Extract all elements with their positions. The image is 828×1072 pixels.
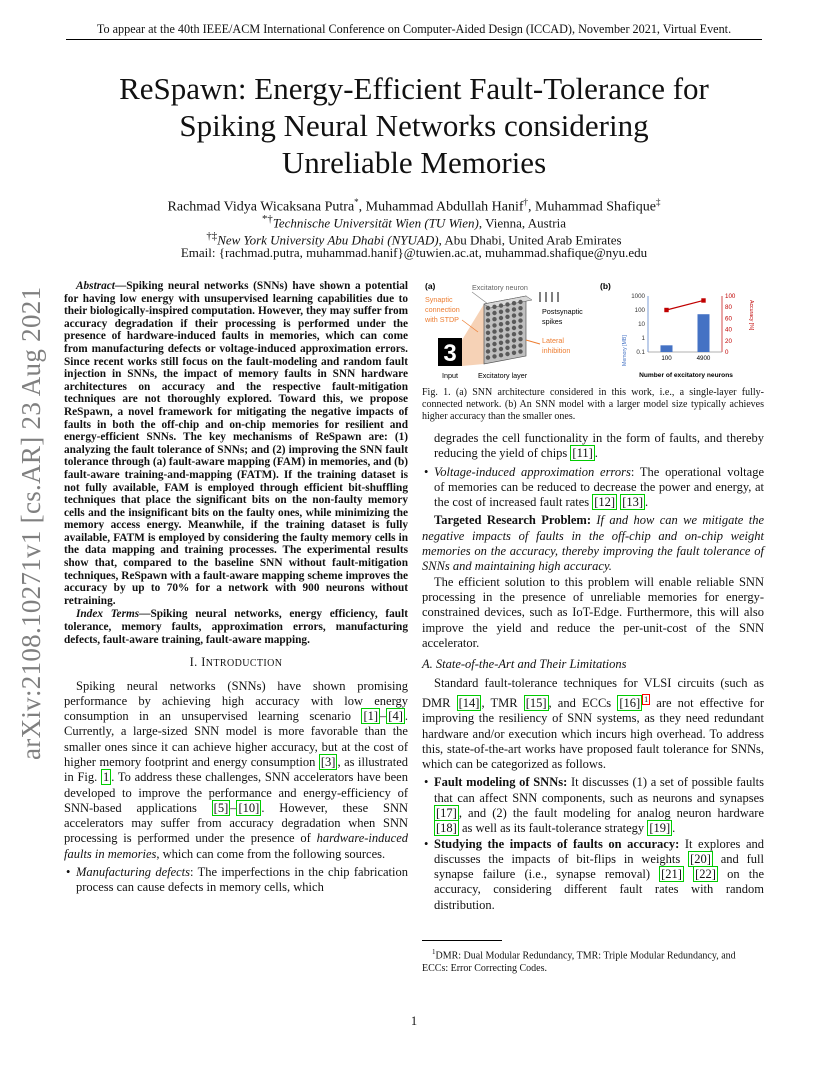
- neuron-dot: [512, 320, 516, 324]
- neuron-dot: [518, 306, 522, 310]
- text-run: Spiking neural networks (SNNs) have shown promising performance by achieving high accuracy with low energy consumption in an unsupervised learning scenario: [64, 678, 408, 724]
- right-column: [422, 431, 764, 913]
- section-rest: NTRODUCTION: [205, 658, 283, 670]
- chart-y-tick-label: 100: [634, 307, 645, 314]
- label-synaptic: Synaptic: [425, 295, 453, 304]
- neuron-dot: [486, 337, 490, 341]
- chart-y-tick-label: 10: [638, 321, 645, 328]
- figure-label-a: (a): [425, 281, 436, 291]
- text-run: , and ECCs: [548, 695, 618, 710]
- neuron-dot: [518, 331, 522, 335]
- text-run: . To address these challenges, SNN accelerators have been developed to improve the performance and energy-efficiency of SNN-based applications: [64, 770, 408, 815]
- text-run: –: [380, 709, 387, 724]
- neuron-dot: [518, 312, 522, 316]
- neuron-dot: [505, 315, 509, 319]
- neuron-dot: [486, 355, 490, 359]
- neuron-dot: [492, 305, 496, 309]
- neuron-dot: [512, 351, 516, 355]
- label-connection: connection: [425, 305, 460, 314]
- accuracy-point: [664, 308, 668, 312]
- citation-link[interactable]: [10]: [238, 800, 260, 815]
- label-with-stdp: with STDP: [425, 315, 459, 324]
- text-run: Fault modeling of SNNs:: [434, 775, 568, 790]
- index-terms-lead: Index Terms: [76, 608, 140, 621]
- text-run: Studying the impacts of faults on accuracy:: [434, 836, 680, 851]
- neuron-dot: [505, 352, 509, 356]
- footnote-link[interactable]: 1: [644, 694, 649, 704]
- text-run: , which can come from the following sources.: [156, 846, 386, 861]
- citation-link[interactable]: [14]: [458, 695, 480, 710]
- neuron-dot: [486, 324, 490, 328]
- citation-link[interactable]: [18]: [436, 821, 457, 836]
- author-2: Muhammad Abdullah Hanif: [365, 199, 524, 215]
- title-line-1: ReSpawn: Energy-Efficient Fault-Tolerance for: [119, 71, 709, 106]
- chart-y-axis-label: Memory [MB]: [622, 335, 628, 366]
- accuracy-point: [701, 298, 705, 302]
- chart-x-axis-label: Number of excitatory neurons: [639, 372, 733, 379]
- chart-x-tick-label: 100: [661, 355, 672, 362]
- author-3-mark: ‡: [655, 197, 661, 207]
- citation-link[interactable]: [13]: [622, 495, 644, 510]
- abstract-lead: Abstract: [76, 280, 115, 292]
- accuracy-line: [667, 300, 704, 310]
- text-run: : The imperfections in the chip fabrication process can cause defects in memory cells, which: [76, 865, 409, 895]
- chart-y-tick-label: 1000: [631, 293, 645, 300]
- text-run: degrades the cell functionality in the form of faults, and thereby reducing the yield of chips: [434, 431, 764, 461]
- state-of-art-list: [422, 775, 764, 913]
- neuron-dot: [512, 344, 516, 348]
- label-lateral: Lateral: [542, 336, 564, 345]
- neuron-dot: [492, 354, 496, 358]
- arxiv-identifier: arXiv:2108.10271v1 [cs.AR] 23 Aug 2021: [16, 286, 46, 760]
- neuron-dot: [499, 341, 503, 345]
- memory-bar: [661, 345, 673, 352]
- neuron-dot: [512, 332, 516, 336]
- citation-link[interactable]: [11]: [572, 446, 593, 461]
- index-terms: [64, 608, 408, 646]
- banner-rule: [66, 39, 762, 40]
- citation-link[interactable]: [17]: [436, 805, 457, 820]
- citation-link[interactable]: [5]: [213, 800, 229, 815]
- neuron-dot: [518, 300, 522, 304]
- text-run: .: [672, 821, 676, 836]
- memory-bar: [698, 314, 710, 352]
- text-run: . However, these SNN accelerators may suffer from accuracy degradation when SNN processing is performed under the presence of: [64, 800, 408, 846]
- neuron-dot: [499, 303, 503, 307]
- footnote-rule: [422, 940, 502, 941]
- citation-link[interactable]: [22]: [695, 867, 716, 882]
- neuron-dot: [518, 349, 522, 353]
- index-terms-text: —Spiking neural networks, energy efficiency, fault tolerance, memory faults, approximation errors, manufacturing defects, fault-aware training, fault-aware mapping.: [64, 608, 408, 646]
- chart-y2-axis-label: Accuracy [%]: [748, 300, 754, 331]
- chart-b: [622, 293, 754, 379]
- text-run: as well as its fault-tolerance strategy: [458, 821, 648, 836]
- chart-y-tick-label: 0.1: [636, 349, 645, 356]
- text-run: Manufacturing defects: [76, 865, 191, 880]
- neuron-dot: [499, 316, 503, 320]
- citation-link[interactable]: [15]: [525, 695, 547, 710]
- neuron-dot: [486, 343, 490, 347]
- neuron-dot: [486, 306, 490, 310]
- neuron-dot: [499, 322, 503, 326]
- chart-y2-tick-label: 0: [725, 349, 729, 356]
- neuron-dot: [492, 323, 496, 327]
- label-inhibition: inhibition: [542, 346, 571, 355]
- footnote-text: DMR: Dual Modular Redundancy, TMR: Triple Modular Redundancy, and ECCs: Error Correcting Codes.: [422, 950, 736, 974]
- text-run: , and (2) the fault modeling for analog neuron hardware: [458, 805, 764, 820]
- neuron-dot: [486, 331, 490, 335]
- label-input: Input: [442, 371, 458, 380]
- neuron-dot: [492, 317, 496, 321]
- neuron-dot: [512, 301, 516, 305]
- paragraph-solution: The efficient solution to this problem will enable reliable SNN processing in the presence of unreliable memories for energy-constrained devices, such as IoT-Edge. Furthermore, this will also improve the yield and reduce the per-unit-cost of the SNN accelerator.: [422, 574, 764, 650]
- neuron-dot: [512, 313, 516, 317]
- citation-link[interactable]: [20]: [690, 851, 711, 866]
- text-run: If and how can we mitigate the negative impacts of faults in the off-chip and on-chip weight memories on the accuracy, thereby improving the fault tolerance of SNNs and maintaining high accuracy.: [422, 513, 764, 574]
- section-number: I.: [189, 655, 202, 670]
- neuron-dot: [505, 308, 509, 312]
- footnote-mark: 1: [432, 948, 436, 956]
- text-run: on the accuracy, considering different fault rates with random distribution.: [434, 867, 764, 912]
- neuron-dot: [512, 326, 516, 330]
- synapse-fan: [462, 304, 484, 366]
- list-item: [64, 865, 408, 896]
- chart-y2-tick-label: 100: [725, 293, 736, 300]
- text-run: , as illustrated in Fig.: [64, 755, 408, 785]
- neuron-dot: [505, 346, 509, 350]
- neuron-dot: [499, 310, 503, 314]
- figure-label-b: (b): [600, 281, 611, 291]
- conference-banner: To appear at the 40th IEEE/ACM International Conference on Computer-Aided Design (ICCAD), November 2021, Virtual Event.: [96, 22, 732, 36]
- author-2-mark: †: [523, 197, 529, 207]
- inhibition-arrow: [526, 340, 540, 344]
- chart-x-tick-label: 4900: [696, 355, 711, 362]
- affiliation-location: , Abu Dhabi, United Arab Emirates: [438, 232, 622, 248]
- neuron-dot: [492, 342, 496, 346]
- neuron-dot: [505, 327, 509, 331]
- title-line-3: Unreliable Memories: [281, 145, 547, 180]
- author-list: Rachmad Vidya Wicaksana Putra*, Muhammad Abdullah Hanif†, Muhammad Shafique‡: [167, 197, 661, 215]
- text-run: hardware-induced faults in memories: [64, 831, 408, 861]
- neuron-dot: [512, 338, 516, 342]
- neuron-dot: [499, 328, 503, 332]
- left-column: [64, 280, 408, 896]
- text-run: are not effective for improving the resiliency of SNN systems, as they need redundant hardware and/or execution which incurs high overhead. To address this, state-of-the-art works have proposed fault tolerance for SNNs, which can be categorized as follows.: [422, 695, 764, 772]
- list-item: [422, 775, 764, 836]
- chart-y2-tick-label: 80: [725, 304, 732, 312]
- neuron-dot: [505, 339, 509, 343]
- citation-link[interactable]: [1]: [363, 709, 379, 724]
- page-number: 1: [410, 1014, 418, 1028]
- neuron-dot: [518, 325, 522, 329]
- text-run: It explores and discusses the impacts of bit-flips in weights: [434, 836, 764, 866]
- text-run: : The operational voltage of memories can be reduced to decrease the power and energy, at the cost of increased fault rates: [434, 464, 764, 510]
- neuron-dot: [518, 337, 522, 341]
- figure-link[interactable]: 1: [103, 770, 110, 785]
- citation-link[interactable]: [12]: [594, 495, 616, 510]
- neuron-dot: [492, 348, 496, 352]
- chart-y2-tick-label: 60: [725, 315, 732, 323]
- postsynaptic-spikes-icon: [540, 292, 558, 302]
- author-3: Muhammad Shafique: [535, 199, 656, 215]
- intro-paragraph-1: [64, 679, 408, 863]
- text-run: .: [645, 495, 649, 510]
- figure-1: [422, 280, 764, 380]
- list-item: [422, 837, 764, 913]
- text-run: .: [594, 446, 598, 461]
- text-run: –: [230, 800, 237, 815]
- pointer-line: [472, 292, 488, 304]
- text-run: Standard fault-tolerance techniques for VLSI circuits (such as DMR: [422, 676, 764, 710]
- subsection-heading: A. State-of-the-Art and Their Limitations: [422, 657, 627, 672]
- neuron-dot: [518, 343, 522, 347]
- bullet-continuation: [422, 431, 764, 462]
- neuron-dot: [492, 329, 496, 333]
- citation-link[interactable]: [19]: [649, 821, 671, 836]
- text-run: , TMR: [481, 695, 524, 710]
- neuron-dot: [505, 302, 509, 306]
- author-1: Rachmad Vidya Wicaksana Putra: [167, 199, 355, 215]
- affiliation-mark: †‡: [206, 230, 218, 242]
- neuron-dot: [486, 318, 490, 322]
- citation-link[interactable]: [3]: [320, 755, 336, 769]
- neuron-dot: [499, 353, 503, 357]
- chart-y2-tick-label: 20: [725, 337, 732, 345]
- citation-link[interactable]: [16]: [619, 695, 641, 710]
- neuron-dot: [486, 349, 490, 353]
- section-cap: I: [201, 655, 206, 670]
- section-heading-introduction: [64, 655, 408, 671]
- title-line-2: Spiking Neural Networks considering: [179, 108, 649, 143]
- fault-sources-list-continued: [422, 465, 764, 511]
- paper-title: [60, 70, 768, 181]
- text-run: . Currently, a large-sized SNN model is more favorable than the smaller ones since it can achieve higher accuracy, but at the cost of higher memory footprint and energy consumption: [64, 709, 408, 769]
- label-excitatory-neuron: Excitatory neuron: [472, 283, 528, 292]
- citation-link[interactable]: [4]: [388, 709, 403, 724]
- neuron-dot: [512, 307, 516, 311]
- neuron-dot: [505, 333, 509, 337]
- chart-y-tick-label: 1: [641, 335, 645, 342]
- targeted-research-problem: [422, 513, 764, 574]
- neuron-dot: [492, 336, 496, 340]
- affiliation-name: New York University Abu Dhabi (NYUAD): [217, 232, 439, 248]
- text-run: It discusses (1) a set of possible faults that can affect SNN components, such as neurons and synapses: [434, 775, 765, 805]
- citation-link[interactable]: [21]: [661, 867, 682, 882]
- neuron-dot: [499, 334, 503, 338]
- neuron-dot: [499, 347, 503, 351]
- footnote: [422, 946, 764, 975]
- affiliation-name: Technische Universität Wien (TU Wien): [272, 215, 479, 231]
- fault-sources-list: [64, 865, 408, 896]
- text-run: Targeted Research Problem:: [434, 513, 592, 528]
- abstract: [64, 280, 408, 607]
- text-run: and full synapse failure (i.e., synapse removal): [434, 851, 764, 882]
- author-emails: Email: {rachmad.putra, muhammad.hanif}@tuwien.ac.at, muhammad.shafique@nyu.edu: [180, 245, 648, 260]
- affiliation-location: , Vienna, Austria: [478, 215, 566, 231]
- neuron-dot: [518, 318, 522, 322]
- input-digit: 3: [443, 340, 457, 367]
- figure-1-caption: Fig. 1. (a) SNN architecture considered in this work, i.e., a single-layer fully-connected network. (b) An SNN model with a larger model size typically achieves higher accuracy than the smaller ones.: [422, 387, 764, 422]
- chart-y2-tick-label: 40: [725, 326, 732, 334]
- label-postsynaptic: Postsynaptic: [542, 307, 583, 316]
- paragraph-state-of-art: [422, 676, 764, 772]
- neuron-dot: [486, 312, 490, 316]
- neuron-dot: [492, 311, 496, 315]
- affiliation-mark: *†: [262, 213, 273, 225]
- label-excitatory-layer: Excitatory layer: [478, 371, 528, 380]
- text-run: Voltage-induced approximation errors: [434, 464, 631, 479]
- list-item: [422, 465, 764, 511]
- author-1-mark: *: [354, 197, 359, 207]
- label-spikes: spikes: [542, 317, 563, 326]
- neuron-dot: [505, 321, 509, 325]
- abstract-text: —Spiking neural networks (SNNs) have shown a potential for having low energy with unsupervised learning capabilities due to their biologically-inspired computation. However, they may suffer from accuracy degradation if their processing is performed under the presence of hardware-induced faults in memories, which can come from manufacturing defects or voltage-induced approximation errors. Since recent works still focus on the fault-modeling and random fault injection in SNNs, the impact of memory faults in SNN hardware architectures on accuracy and the respective fault-mitigation techniques are not thoroughly explored. Toward this, we propose ReSpawn, a novel framework for mitigating the negative impacts of faults in both the off-chip and on-chip memories for resilient and energy-efficient SNNs. The key mechanisms of ReSpawn are: (1) analyzing the fault tolerance of SNNs; and (2) improving the SNN fault tolerance through (a) fault-aware mapping (FAM) in memories, and (b) fault-aware training-and-mapping (FATM). If the training dataset is not fully available, FAM is employed through efficient bit-shuffling techniques that place the significant bits on the non-faulty memory cells and the insignificant bits on the faulty ones, while minimizing the memory access energy. Meanwhile, if the training dataset is fully available, FATM is employed by considering the faulty memory cells in the data mapping and training processes. The experimental results show that, compared to the baseline SNN without fault-mitigation techniques, ReSpawn with a fault-aware mapping scheme improves the accuracy by up to 70% for a network with 900 neurons without retraining.: [64, 280, 408, 607]
